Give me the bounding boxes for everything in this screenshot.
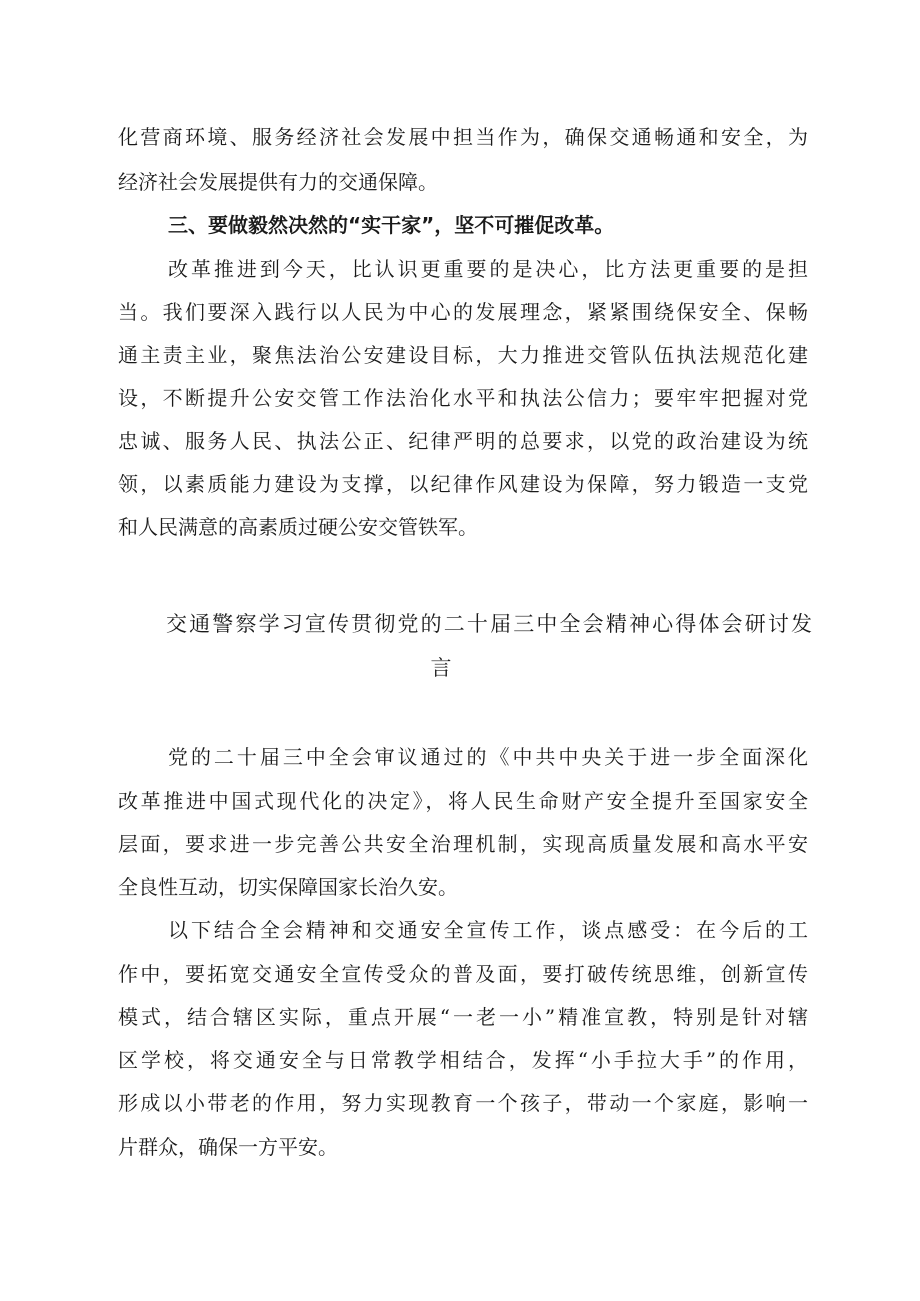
body-text-line: 化营商环境、服务经济社会发展中担当作为，确保交通畅通和安全，为 [118, 125, 808, 149]
body-text-line: 片群众，确保一方平安。 [118, 1135, 338, 1159]
body-text-line: 区学校，将交通安全与日常教学相结合，发挥“小手拉大手”的作用， [118, 1048, 808, 1072]
body-text-line: 模式，结合辖区实际，重点开展“一老一小”精准宣教，特别是针对辖 [118, 1005, 808, 1029]
article-title-continued: 言 [430, 656, 452, 680]
body-text-line: 形成以小带老的作用，努力实现教育一个孩子，带动一个家庭，影响一 [118, 1091, 808, 1115]
body-text-line: 和人民满意的高素质过硬公安交管铁军。 [118, 515, 478, 539]
body-text-line: 以下结合全会精神和交通安全宣传工作，谈点感受：在今后的工 [168, 918, 808, 942]
body-text-line: 当。我们要深入践行以人民为中心的发展理念，紧紧围绕保安全、保畅 [118, 300, 808, 324]
article-title: 交通警察学习宣传贯彻党的二十届三中全会精神心得体会研讨发 [166, 612, 812, 636]
section-heading: 三、要做毅然决然的“实干家”，坚不可摧促改革。 [168, 213, 615, 237]
body-text-line: 经济社会发展提供有力的交通保障。 [118, 170, 438, 194]
body-text-line: 通主责主业，聚焦法治公安建设目标，大力推进交管队伍执法规范化建 [118, 343, 808, 367]
body-text-line: 层面，要求进一步完善公共安全治理机制，实现高质量发展和高水平安 [118, 832, 808, 856]
body-text-line: 领，以素质能力建设为支撑，以纪律作风建设为保障，努力锻造一支党 [118, 472, 808, 496]
body-text-line: 改革推进中国式现代化的决定》，将人民生命财产安全提升至国家安全 [118, 789, 808, 813]
body-text-line: 全良性互动，切实保障国家长治久安。 [118, 875, 458, 899]
body-text-line: 忠诚、服务人民、执法公正、纪律严明的总要求，以党的政治建设为统 [118, 429, 808, 453]
body-text-line: 作中，要拓宽交通安全宣传受众的普及面，要打破传统思维，创新宣传 [118, 962, 808, 986]
body-text-line: 改革推进到今天，比认识更重要的是决心，比方法更重要的是担 [168, 257, 808, 281]
body-text-line: 设，不断提升公安交管工作法治化水平和执法公信力；要牢牢把握对党 [118, 386, 808, 410]
body-text-line: 党的二十届三中全会审议通过的《中共中央关于进一步全面深化 [168, 745, 808, 769]
